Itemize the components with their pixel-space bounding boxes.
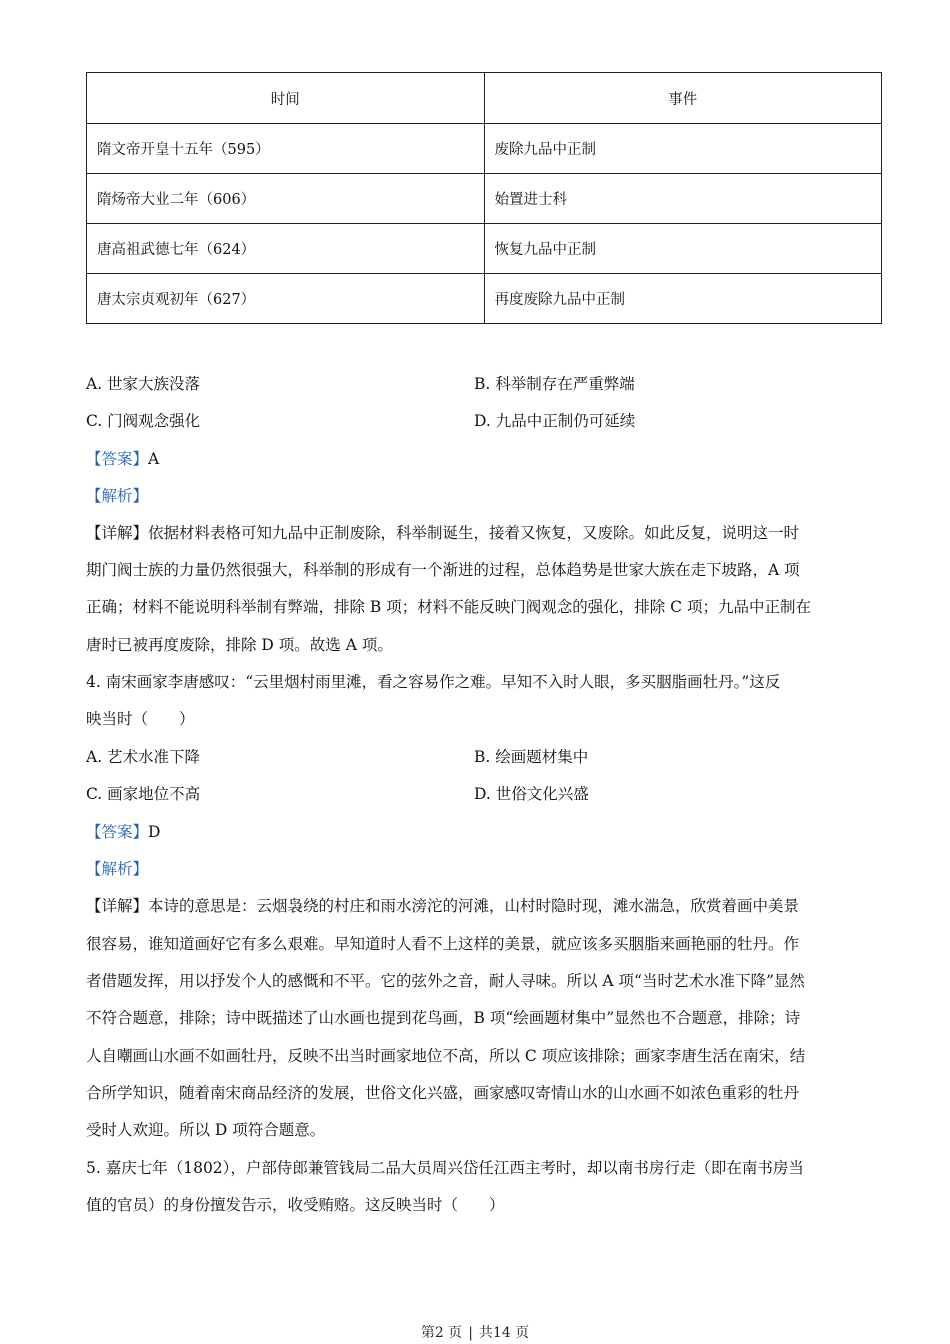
table-cell-event: 始置进士科 — [484, 174, 882, 224]
analysis-tag: 【解析】 — [86, 487, 149, 505]
q3-detail-line — [86, 521, 799, 543]
detail-tag: 【详解】 — [86, 524, 149, 542]
q4-detail-line: 合所学知识，随着南宋商品经济的发展，世俗文化兴盛，画家感叹寄情山水的山水画不如浓色重彩的牡丹 — [86, 1084, 800, 1102]
table-cell-time: 唐太宗贞观初年（627） — [87, 274, 485, 324]
page-number: 第2 页 — [420, 1325, 463, 1341]
answer-value: A — [148, 450, 160, 468]
q4-detail-line — [86, 894, 799, 916]
q3-option-d: D. 九品中正制仍可延续 — [474, 412, 636, 430]
table-cell-event: 恢复九品中正制 — [484, 224, 882, 274]
q4-detail-line: 者借题发挥，用以抒发个人的感慨和不平。它的弦外之音，耐人寻味。所以 A 项“当时艺术水准下降”显然 — [86, 972, 805, 990]
q4-analysis-tag — [86, 857, 148, 879]
answer-tag: 【答案】 — [86, 823, 149, 841]
q3-answer — [86, 447, 159, 469]
table-cell-event: 再度废除九品中正制 — [484, 274, 882, 324]
q4-option-b: B. 绘画题材集中 — [474, 748, 589, 766]
table-header-row — [87, 73, 882, 124]
answer-tag: 【答案】 — [86, 450, 149, 468]
q4-detail-line: 受时人欢迎。所以 D 项符合题意。 — [86, 1121, 326, 1139]
table-row — [87, 124, 882, 174]
q5-stem-line: 5. 嘉庆七年（1802），户部侍郎兼管钱局二品大员周兴岱任江西主考时，却以南书房行走（即在南书房当 — [86, 1159, 804, 1177]
q4-detail-line: 很容易，谁知道画好它有多么艰难。早知道时人看不上这样的美景，就应该多买胭脂来画艳丽的牡丹。作 — [86, 935, 800, 953]
table-cell-time: 隋炀帝大业二年（606） — [87, 174, 485, 224]
q3-detail-line: 正确；材料不能说明科举制有弊端，排除 B 项；材料不能反映门阀观念的强化，排除 C 项；九品中正制在 — [86, 598, 811, 616]
table-cell-time: 隋文帝开皇十五年（595） — [87, 124, 485, 174]
table-row — [87, 274, 882, 324]
footer-separator: | — [468, 1325, 473, 1341]
page-footer — [0, 1322, 950, 1342]
table-row — [87, 174, 882, 224]
q5-stem-line: 值的官员）的身份擅发告示，收受贿赂。这反映当时（ ） — [86, 1196, 505, 1214]
q4-stem-line: 映当时（ ） — [86, 710, 195, 728]
q4-option-d: D. 世俗文化兴盛 — [474, 785, 589, 803]
detail-text: 本诗的意思是：云烟袅绕的村庄和雨水滂沱的河滩，山村时隐时现，滩水湍急，欣赏着画中美景 — [148, 897, 800, 915]
q4-answer — [86, 820, 160, 842]
q3-option-c: C. 门阀观念强化 — [86, 412, 201, 430]
q4-option-c: C. 画家地位不高 — [86, 785, 201, 803]
q4-detail-line: 不符合题意，排除；诗中既描述了山水画也提到花鸟画，B 项“绘画题材集中”显然也不合题意，排除；诗 — [86, 1009, 801, 1027]
q3-option-b: B. 科举制存在严重弊端 — [474, 375, 635, 393]
q4-detail-line: 人自嘲画山水画不如画牡丹，反映不出当时画家地位不高，所以 C 项应该排除；画家李唐生活在南宋，结 — [86, 1047, 806, 1065]
analysis-tag: 【解析】 — [86, 860, 149, 878]
detail-text: 依据材料表格可知九品中正制废除，科举制诞生，接着又恢复，又废除。如此反复，说明这一时 — [148, 524, 800, 542]
q4-stem-line: 4. 南宋画家李唐感叹：“云里烟村雨里滩，看之容易作之难。早知不入时人眼，多买胭脂画牡丹。”这反 — [86, 673, 781, 691]
q3-analysis-tag — [86, 484, 148, 506]
q4-option-a: A. 艺术水准下降 — [86, 748, 201, 766]
table-header-time: 时间 — [87, 73, 485, 124]
event-table — [86, 72, 882, 324]
answer-value: D — [148, 823, 161, 841]
page-total: 共14 页 — [478, 1325, 530, 1341]
q3-detail-line: 唐时已被再度废除，排除 D 项。故选 A 项。 — [86, 636, 393, 654]
q3-detail-line: 期门阀士族的力量仍然很强大，科举制的形成有一个渐进的过程，总体趋势是世家大族在走下坡路，A 项 — [86, 561, 800, 579]
table-cell-event: 废除九品中正制 — [484, 124, 882, 174]
q3-option-a: A. 世家大族没落 — [86, 375, 201, 393]
table-header-event: 事件 — [484, 73, 882, 124]
detail-tag: 【详解】 — [86, 897, 149, 915]
table-cell-time: 唐高祖武德七年（624） — [87, 224, 485, 274]
table-row — [87, 224, 882, 274]
